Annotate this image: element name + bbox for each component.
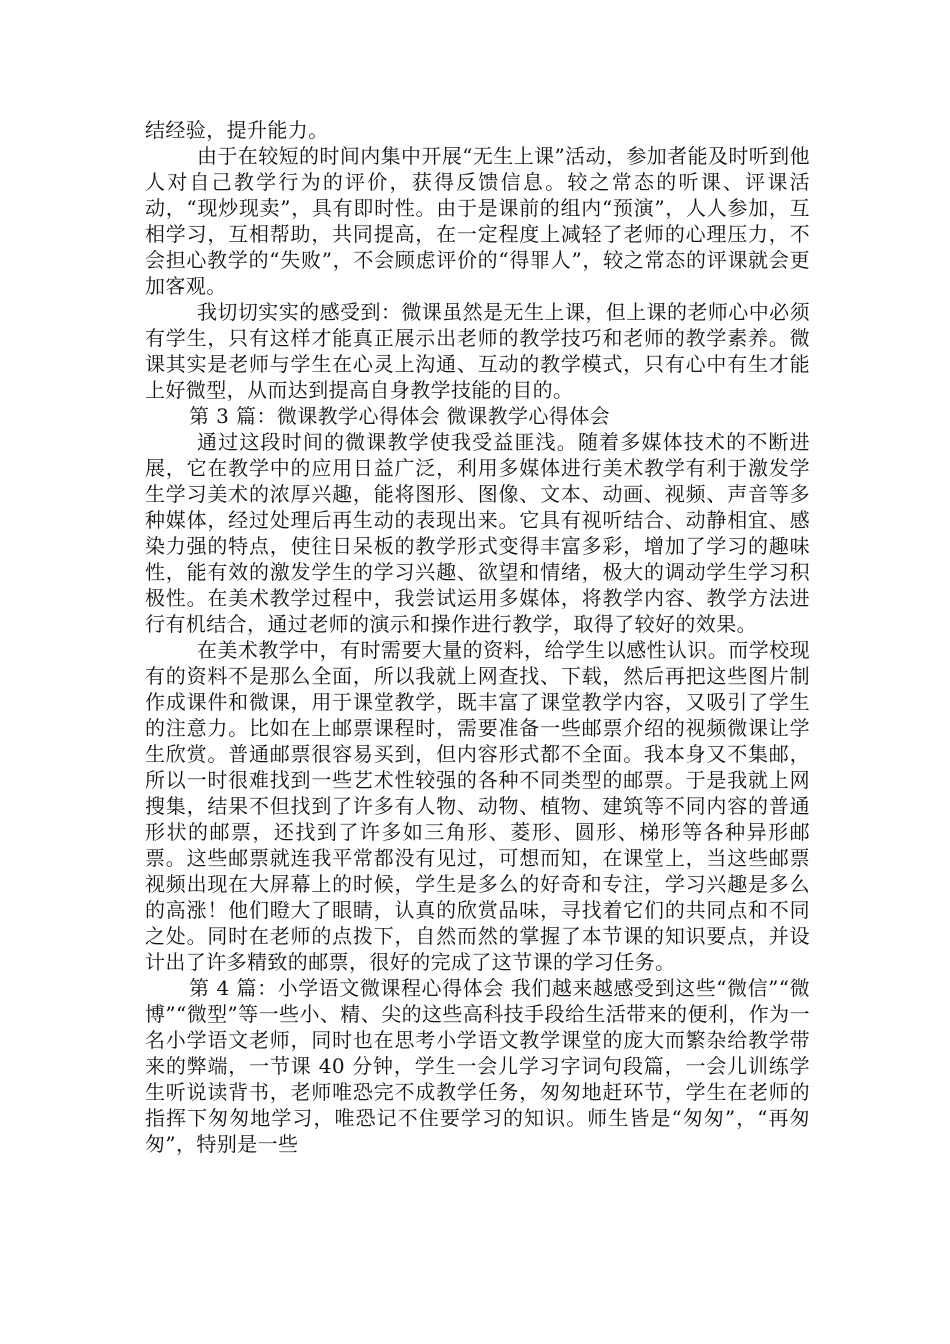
section-heading: 第 3 篇：微课教学心得体会 微课教学心得体会 <box>189 404 610 428</box>
paragraph-body: 通过这段时间的微课教学使我受益匪浅。随着多媒体技术的不断进展，它在教学中的应用日益广泛，利用多媒体进行美术教学有利于激发学生学习美术的浓厚兴趣，能将图形、图像、文本、动画、视频、声音等多种媒体，经过处理后再生动的表现出来。它具有视听结合、动静相宜、感染力强的特点，使往日呆板的教学形式变得丰富多彩，增加了学习的趣味性，能有效的激发学生的学习兴趣、欲望和情绪，极大的调动学生学习积极性。在美术教学过程中，我尝试运用多媒体，将教学内容、教学方法进行有机结合，通过老师的演示和操作进行教学，取得了较好的效果。 <box>145 430 810 636</box>
paragraph-body: 由于在较短的时间内集中开展“无生上课”活动，参加者能及时听到他人对自己教学行为的评价，获得反馈信息。较之常态的听课、评课活动，“现炒现卖”，具有即时性。由于是课前的组内“预演”，人人参加，互相学习，互相帮助，共同提高，在一定程度上减轻了老师的心理压力，不会担心教学的“失败”，不会顾虑评价的“得罪人”，较之常态的评课就会更加客观。 <box>145 144 810 298</box>
section-heading: 第 4 篇：小学语文微课程心得体会 我们越来越感受到这些“微信”“微博”“微型”等一些小、精、尖的这些高科技手段给生活带来的便利，作为一名小学语文老师，同时也在思考小学语文教学课堂的庞大而繁杂给教学带来的弊端，一节课 40 分钟，学生一会儿学习字词句段篇，一会儿训练学生听说读背书，老师唯恐完不成教学任务，匆匆地赶环节，学生在老师的指挥下匆匆地学习，唯恐记不住要学习的知识。师生皆是“匆匆”，“再匆匆”，特别是一些 <box>145 976 810 1156</box>
paragraph-continuation: 结经验，提升能力。 <box>145 118 329 142</box>
paragraph-body: 我切切实实的感受到：微课虽然是无生上课，但上课的老师心中必须有学生，只有这样才能真正展示出老师的教学技巧和老师的教学素养。微课其实是老师与学生在心灵上沟通、互动的教学模式，只有心中有生才能上好微型，从而达到提高自身教学技能的目的。 <box>145 300 810 402</box>
paragraph-body: 在美术教学中，有时需要大量的资料，给学生以感性认识。而学校现有的资料不是那么全面，所以我就上网查找、下载，然后再把这些图片制作成课件和微课，用于课堂教学，既丰富了课堂教学内容，又吸引了学生的注意力。比如在上邮票课程时，需要准备一些邮票介绍的视频微课让学生欣赏。普通邮票很容易买到，但内容形式都不全面。我本身又不集邮，所以一时很难找到一些艺术性较强的各种不同类型的邮票。于是我就上网搜集，结果不但找到了许多有人物、动物、植物、建筑等不同内容的普通形状的邮票，还找到了许多如三角形、菱形、圆形、梯形等各种异形邮票。这些邮票就连我平常都没有见过，可想而知，在课堂上，当这些邮票视频出现在大屏幕上的时候，学生是多么的好奇和专注，学习兴趣是多么的高涨！他们瞪大了眼睛，认真的欣赏品味，寻找着它们的共同点和不同之处。同时在老师的点拨下，自然而然的掌握了本节课的知识要点，并设计出了许多精致的邮票，很好的完成了这节课的学习任务。 <box>145 638 810 974</box>
document-page <box>145 117 810 1157</box>
